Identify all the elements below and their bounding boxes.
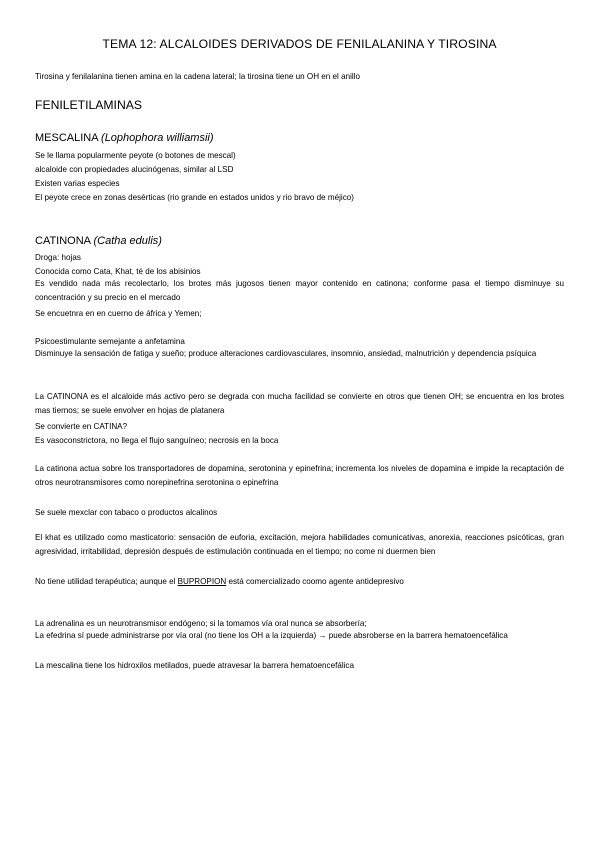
catinona-sci-name: (Catha edulis) bbox=[93, 235, 162, 247]
mescalina-sci-name: (Lophophora williamsii) bbox=[101, 132, 214, 144]
catinona-encuentra: Se encuetnra en en cuerno de áfrica y Yemen; bbox=[35, 309, 202, 318]
mescalina-line: Existen varias especies bbox=[35, 179, 120, 188]
mescalina-heading bbox=[35, 132, 214, 144]
mescalina-final-text: La mescalina tiene los hidroxilos metilados, puede atravesar la barrera hematoencefálica bbox=[35, 661, 354, 670]
efedrina-text: La efedrina sí puede administrarse por vía oral (no tiene los OH a la izquierda) → puede absroberse en la barrera hematoencefálica bbox=[35, 631, 508, 640]
document-title: TEMA 12: ALCALOIDES DERIVADOS DE FENILALANINA Y TIROSINA bbox=[102, 37, 497, 51]
adrenalina-text: La adrenalina es un neurotransmisor endógeno; si la tomamos vía oral nunca se absorbería; bbox=[35, 619, 367, 628]
bupropion-term: BUPROPION bbox=[177, 577, 227, 586]
catinona-heading bbox=[35, 235, 162, 247]
mescalina-name: MESCALINA bbox=[35, 132, 98, 144]
catinona-disminuye: Disminuye la sensación de fatiga y sueño; produce alteraciones cardiovasculares, insomnio, ansiedad, malnutrición y dependencia psíquica bbox=[35, 349, 537, 358]
catinona-vasoconstrictora: Es vasoconstrictora, no llega el flujo sanguíneo; necrosis en la boca bbox=[35, 436, 279, 445]
catinona-utilidad bbox=[35, 576, 404, 587]
catinona-activo: La CATINONA es el alcaloide más activo pero se degrada con mucha facilidad se convierte en otros que tienen OH; se encuentra en los brotes mas tiernos; se suele envolver en hojas de platanera bbox=[35, 392, 564, 415]
catinona-actua: La catinona actua sobre los transportadores de dopamina, serotonina y epinefrina; incrementa los niveles de dopamina e impide la recaptación de otros neurotransmisores como norepinefrina serotonina o epinefrina bbox=[35, 464, 564, 487]
catinona-name: CATINONA bbox=[35, 235, 91, 247]
catinona-conocida: Conocida como Cata, Khat, té de los abisinios bbox=[35, 267, 201, 276]
mescalina-line: alcaloide con propiedades alucinógenas, similar al LSD bbox=[35, 165, 234, 174]
mescalina-line: Se le llama popularmente peyote (o botones de mescal) bbox=[35, 151, 236, 160]
catinona-khat: El khat es utilizado como masticatorio: sensación de euforia, excitación, mejora habilidades comunicativas, anorexia, reacciones psicóticas, gran agresividad, irritabilidad, depresión después de estimulación continuada en el tiempo; no come ni duermen bien bbox=[35, 533, 564, 556]
utilidad-text: No tiene utilidad terapéutica; aunque el bbox=[35, 577, 178, 586]
utilidad-text-end: está comercializado coomo agente antidepresivo bbox=[226, 577, 404, 586]
intro-text: Tirosina y fenilalanina tienen amina en la cadena lateral; la tirosina tiene un OH en el anillo bbox=[35, 72, 360, 81]
section-heading: FENILETILAMINAS bbox=[35, 98, 143, 112]
catinona-droga: Droga: hojas bbox=[35, 253, 81, 262]
catinona-catina: Se convierte en CATINA? bbox=[35, 422, 128, 431]
mescalina-line: El peyote crece en zonas desérticas (rio grande en estados unidos y rio bravo de méjico) bbox=[35, 193, 354, 202]
catinona-psicoestimulante: Psicoestimulante semejante a anfetamina bbox=[35, 337, 185, 346]
catinona-vendido: Es vendido nada más recolectarlo, los brotes más jugosos tienen mayor contenido en catinona; conforme pasa el tiempo disminuye su concentración y su precio en el mercado bbox=[35, 279, 564, 302]
catinona-tabaco: Se suele mexclar con tabaco o productos alcalinos bbox=[35, 508, 218, 517]
